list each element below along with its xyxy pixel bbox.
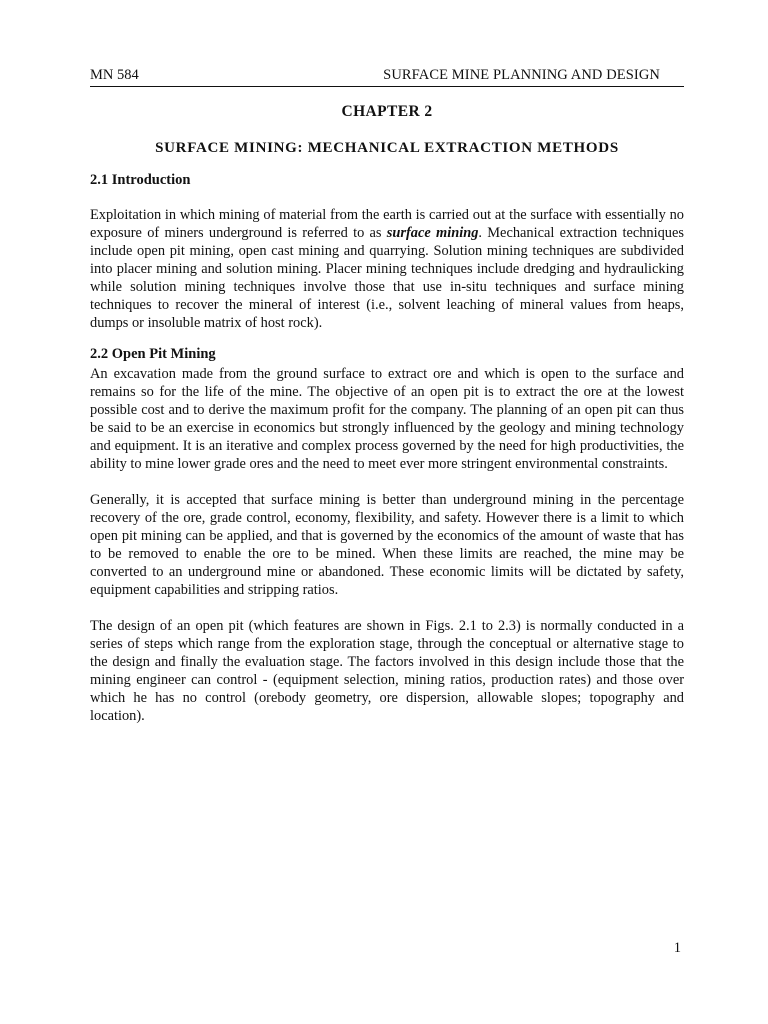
open-pit-definition-paragraph: An excavation made from the ground surface to extract ore and which is open to the surface and remains so for the life of the mine. The objective of an open pit is to extract the ore at the lowest possible cost and to derive the maximum profit for the company. The planning of an open pit can thus be said to be an exercise in economics but strongly influenced by the geology and mining technology and equipment. It is an iterative and complex process governed by the need for high productivities, the ability to mine lower grade ores and the need to meet ever more stringent environmental constraints. xyxy=(90,366,684,472)
course-title: SURFACE MINE PLANNING AND DESIGN xyxy=(383,67,660,83)
document-page xyxy=(90,66,684,966)
section-heading-open-pit-mining: 2.2 Open Pit Mining xyxy=(90,346,216,362)
page-number: 1 xyxy=(673,940,681,956)
chapter-title: SURFACE MINING: MECHANICAL EXTRACTION METHODS xyxy=(155,140,619,156)
surface-vs-underground-paragraph: Generally, it is accepted that surface mining is better than underground mining in the percentage recovery of the ore, grade control, economy, flexibility, and safety. However there is a limit to which open pit mining can be applied, and that is governed by the economics of the amount of waste that has to be removed to enable the ore to be mined. When these limits are reached, the mine may be converted to an underground mine or abandoned. These economic limits will be dictated by safety, equipment capabilities and stripping ratios. xyxy=(90,492,684,598)
emphasized-term: surface mining xyxy=(386,225,479,241)
pit-design-paragraph: The design of an open pit (which features are shown in Figs. 2.1 to 2.3) is normally conducted in a series of steps which range from the exploration stage, through the conceptual or alternative stage to the design and finally the evaluation stage. The factors involved in this design include those that the mining engineer can control - (equipment selection, mining ratios, production rates) and those over which he has no control (orebody geometry, ore dispersion, allowable slopes; topography and location). xyxy=(90,618,684,724)
intro-text-end: . Mechanical extraction techniques include open pit mining, open cast mining and quarrying. Solution mining techniques are subdivided into placer mining and solution mining. Placer mining techniques include dredging and hydraulicking while solution mining techniques involve those that use in-situ techniques and surface mining techniques to recover the mineral of interest (i.e., solvent leaching of mineral values from heaps, dumps or insoluble matrix of host rock). xyxy=(90,225,684,331)
chapter-label: CHAPTER 2 xyxy=(341,103,433,120)
intro-text-start: Exploitation in which mining of material from the earth is carried out at the surface with essentially no exposure of miners underground is referred to as xyxy=(90,207,684,241)
running-header xyxy=(90,66,684,87)
course-code: MN 584 xyxy=(90,67,139,83)
section-heading-introduction: 2.1 Introduction xyxy=(90,172,191,188)
introduction-paragraph xyxy=(90,206,684,332)
